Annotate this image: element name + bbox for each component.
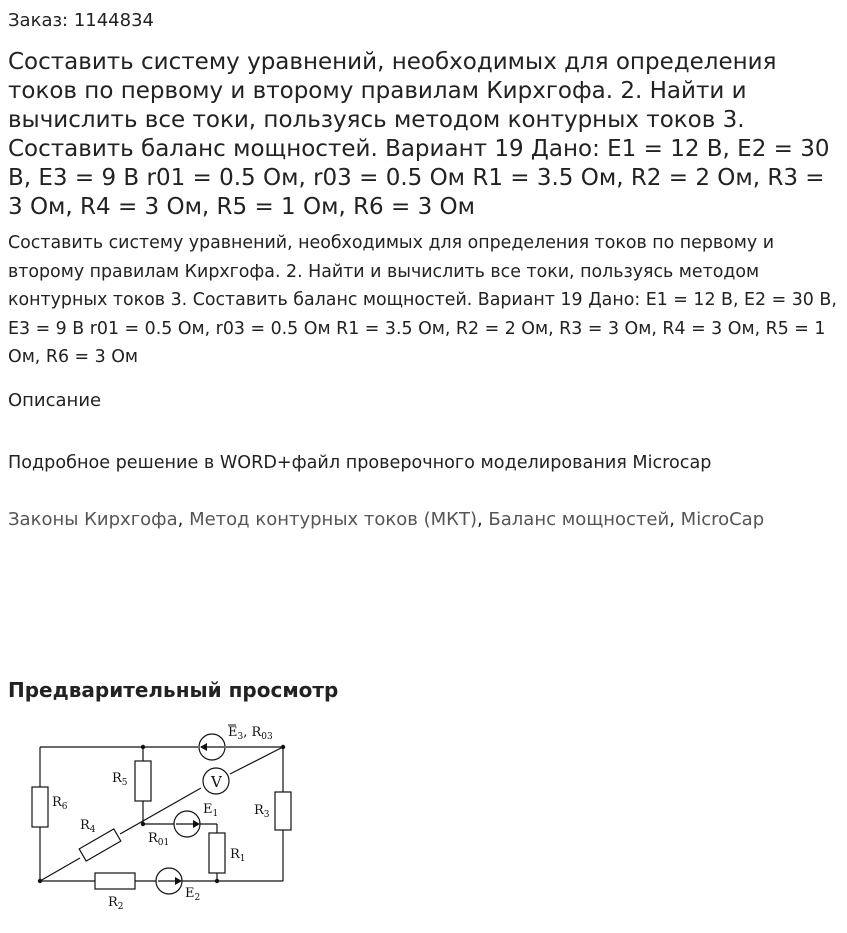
node — [281, 745, 285, 749]
node — [141, 745, 145, 749]
tag-link-mesh-method[interactable]: Метод контурных токов (МКТ) — [189, 509, 477, 530]
page-title: Составить систему уравнений, необходимых для определения токов по первому и второму правилам Кирхгофа. 2. Найти и вычислить все токи, пользуясь методом контурных токов 3. Составить баланс мощностей. Вариант 19 Дано: E1 = 12 В, E2 = 30 В, E3 = 9 В r01 = 0.5 Ом, r03 = 0.5 Ом R1 = 3.5 Ом, R2 = 2 Ом, R3 = 3 Ом, R4 = 3 Ом, R5 = 1 Ом, R6 = 3 Ом — [8, 49, 830, 220]
solution-note: Подробное решение в WORD+файл проверочного моделирования Microcap — [8, 453, 712, 473]
label-r3: $R_3$ — [254, 803, 270, 820]
label-r2: $R_2$ — [108, 895, 124, 912]
label-e3-r03: $E_3$, $R_{03}$ — [228, 725, 273, 742]
tag-list — [8, 507, 764, 533]
label-e2: $E_2$ — [185, 886, 201, 903]
tag-link-kirchhoff[interactable]: Законы Кирхгофа — [8, 509, 178, 530]
resistor-r3 — [275, 792, 291, 830]
tag-link-microcap[interactable]: MicroCap — [680, 509, 765, 530]
tag-link-power-balance[interactable]: Баланс мощностей — [488, 509, 670, 530]
label-r6: $R_6$ — [52, 795, 68, 812]
tag-separator: , — [177, 509, 190, 530]
voltmeter-label: V — [211, 773, 222, 791]
label-e1: $E_1$ — [203, 802, 219, 819]
resistor-r2 — [95, 873, 135, 889]
resistor-r1 — [209, 833, 225, 873]
node — [38, 879, 42, 883]
resistor-r6 — [32, 787, 48, 827]
task-description: Составить систему уравнений, необходимых для определения токов по первому и второму правилам Кирхгофа. 2. Найти и вычислить все токи, пользуясь методом контурных токов 3. Составить баланс мощностей. Вариант 19 Дано: E1 = 12 В, E2 = 30 В, E3 = 9 В r01 = 0.5 Ом, r03 = 0.5 Ом R1 = 3.5 Ом, R2 = 2 Ом, R3 = 3 Ом, R4 = 3 Ом, R5 = 1 Ом, R6 = 3 Ом — [8, 233, 837, 367]
tag-separator: , — [669, 509, 681, 530]
label-r1: $R_1$ — [230, 847, 246, 864]
label-r5: $R_5$ — [112, 771, 128, 788]
preview-heading: Предварительный просмотр — [8, 678, 339, 702]
resistor-r5 — [135, 761, 151, 801]
label-r4: $R_4$ — [80, 818, 96, 835]
label-r01: $R_{01}$ — [148, 831, 170, 848]
node — [215, 879, 219, 883]
circuit-diagram-preview — [0, 712, 300, 917]
order-number: Заказ: 1144834 — [8, 10, 154, 31]
tag-separator: , — [476, 509, 489, 530]
description-label: Описание — [8, 390, 102, 411]
resistor-r4 — [79, 829, 121, 861]
node — [141, 822, 145, 826]
